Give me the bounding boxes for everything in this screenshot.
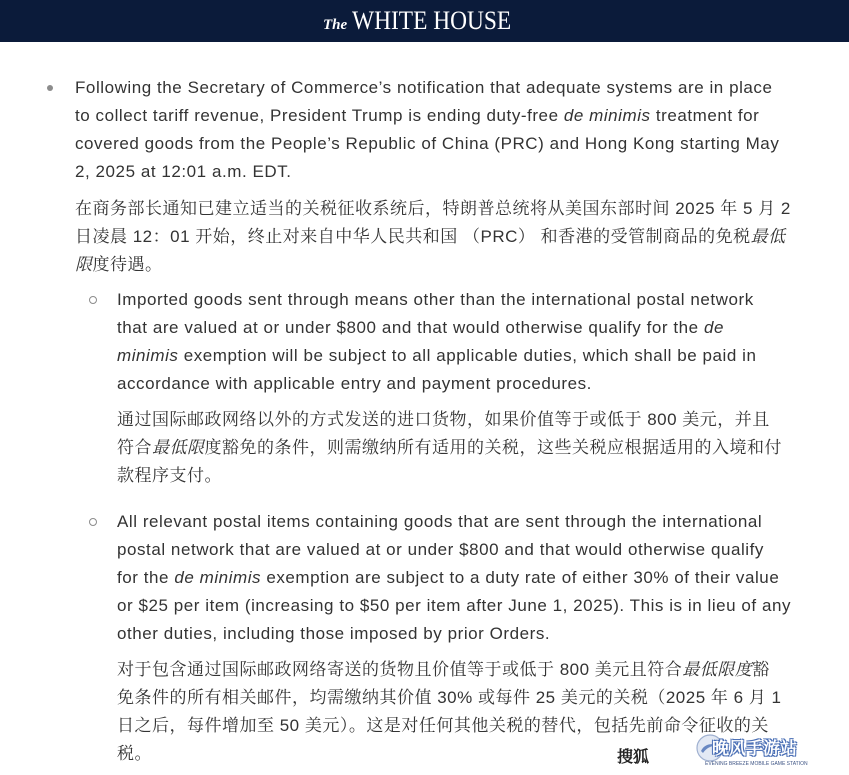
italic-term: de minimis bbox=[174, 568, 262, 587]
text-line: 款程序支付。 bbox=[117, 466, 222, 485]
text-segment: for the bbox=[117, 568, 175, 587]
text-line: All relevant postal items containing goods that are sent through the international bbox=[117, 512, 763, 531]
watermark-logo-tagline: EVENING BREEZE MOBILE GAME STATION bbox=[705, 761, 808, 767]
text-segment: that are valued at or under $800 and that would otherwise qualify for the bbox=[117, 318, 704, 337]
watermark-logo-name: 晚风手游站 bbox=[712, 739, 797, 759]
english-text bbox=[117, 286, 849, 398]
italic-term: 最低限 bbox=[152, 438, 205, 457]
english-text bbox=[75, 74, 849, 186]
italic-term: 最低限度 bbox=[682, 660, 753, 679]
bullet-disc-icon bbox=[47, 85, 53, 91]
text-line: 在商务部长通知已建立适当的关税征收系统后，特朗普总统将从美国东部时间 2025 年 5 月 2 bbox=[75, 199, 791, 218]
text-segment: 符合 bbox=[117, 438, 152, 457]
text-line bbox=[117, 564, 849, 592]
italic-term: minimis bbox=[117, 346, 179, 365]
sub-item bbox=[117, 508, 849, 768]
text-segment: exemption will be subject to all applicable duties, which shall be paid in bbox=[178, 346, 757, 365]
text-segment: exemption are subject to a duty rate of either 30% of their value bbox=[261, 568, 780, 587]
text-line: or $25 per item (increasing to $50 per item after June 1, 2025). This is in lieu of any bbox=[117, 596, 792, 615]
text-segment: 度豁免的条件，则需缴纳所有适用的关税，这些关税应根据适用的入境和付 bbox=[204, 438, 782, 457]
text-line: 税。 bbox=[117, 744, 152, 763]
text-segment: 对于包含通过国际邮政网络寄送的货物且价值等于或低于 800 美元且符合 bbox=[117, 660, 683, 679]
text-line: Following the Secretary of Commerce’s notification that adequate systems are in place bbox=[75, 78, 773, 97]
italic-term: 最低 bbox=[750, 227, 786, 246]
bullet-circle-icon bbox=[89, 296, 97, 304]
text-line bbox=[117, 434, 849, 462]
fact-list bbox=[0, 74, 849, 768]
text-segment: to collect tariff revenue, President Trump is ending duty-free bbox=[75, 106, 564, 125]
italic-term: 限 bbox=[75, 255, 93, 274]
watermark-site-mark: 搜狐 bbox=[617, 747, 650, 766]
text-line bbox=[75, 102, 849, 130]
text-line: 通过国际邮政网络以外的方式发送的进口货物，如果价值等于或低于 800 美元，并且 bbox=[117, 410, 770, 429]
text-line bbox=[75, 251, 849, 279]
brand-name: WHITE HOUSE bbox=[352, 6, 512, 35]
sub-list bbox=[75, 286, 849, 768]
text-line: postal network that are valued at or under $800 and that would otherwise qualify bbox=[117, 540, 764, 559]
text-line bbox=[117, 342, 849, 370]
text-line: 2, 2025 at 12:01 a.m. EDT. bbox=[75, 162, 292, 181]
text-line: 免条件的所有相关邮件，均需缴纳其价值 30% 或每件 25 美元的关税（2025 年 6 月 1 bbox=[117, 688, 782, 707]
fact-item bbox=[75, 74, 849, 768]
article-body bbox=[0, 42, 849, 768]
text-line bbox=[117, 314, 849, 342]
italic-term: de bbox=[703, 318, 724, 337]
text-segment: treatment for bbox=[650, 106, 760, 125]
text-line: other duties, including those imposed by prior Orders. bbox=[117, 624, 551, 643]
english-text bbox=[117, 508, 849, 648]
text-line: accordance with applicable entry and payment procedures. bbox=[117, 374, 592, 393]
brand-prefix: The bbox=[323, 17, 348, 33]
text-line: 日之后，每件增加至 50 美元）。这是对任何其他关税的替代，包括先前命令征收的关 bbox=[117, 716, 769, 735]
chinese-translation bbox=[75, 195, 849, 279]
text-segment: 豁 bbox=[752, 660, 770, 679]
brand-logo[interactable] bbox=[323, 8, 529, 34]
text-line: Imported goods sent through means other than the international postal network bbox=[117, 290, 754, 309]
text-segment: 度待遇。 bbox=[92, 255, 163, 274]
bullet-circle-icon bbox=[89, 518, 97, 526]
sub-item bbox=[117, 286, 849, 490]
chinese-translation bbox=[117, 406, 849, 490]
text-line bbox=[75, 223, 849, 251]
watermark-logo bbox=[696, 730, 814, 770]
italic-term: de minimis bbox=[563, 106, 651, 125]
site-header bbox=[0, 0, 849, 42]
text-line bbox=[117, 656, 849, 684]
text-line: covered goods from the People’s Republic of China (PRC) and Hong Kong starting May bbox=[75, 134, 780, 153]
text-segment: 日凌晨 12：01 开始，终止对来自中华人民共和国 （PRC） 和香港的受管制商品的免税 bbox=[75, 227, 751, 246]
